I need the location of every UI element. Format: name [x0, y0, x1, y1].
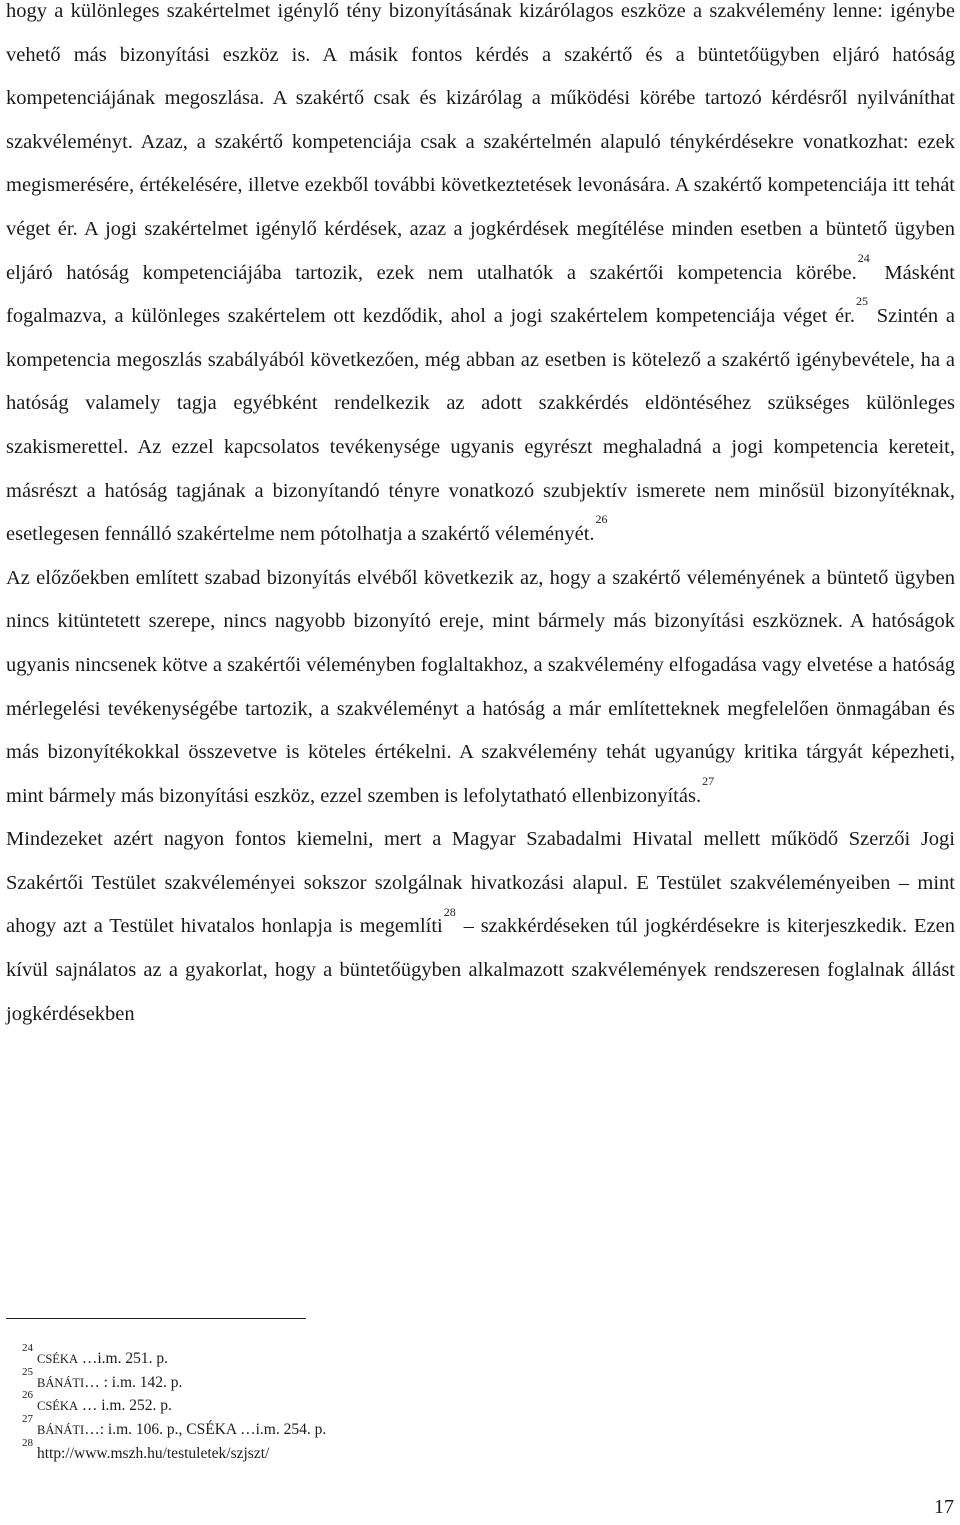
footnote-reference: 27: [702, 773, 715, 788]
body-text: [6, 0, 955, 1036]
paragraph-text: Mindezeket azért nagyon fontos kiemelni, mert a Magyar Szabadalmi Hivatal mellett működő Szerzői Jogi Szakértői Testület szakvéleményei sokszor szolgálnak hivatkozási alapul. E Testület szakvéleményeiben – mint ahogy azt a Testület hivatalos honlapja is megemlíti: [6, 828, 955, 938]
paragraph-text: – szakkérdéseken túl jogkérdésekre is kiterjeszkedik. Ezen kívül sajnálatos az a gyakorlat, hogy a büntetőügyben alkalmazott szakvélemények rendszeresen foglalnak állást jogkérdésekben: [6, 915, 955, 1025]
footnote-item: [22, 1365, 922, 1393]
footnote-reference: 25: [855, 294, 868, 309]
footnote-reference: 28: [443, 904, 456, 919]
footnote-text: …i.m. 251. p.: [77, 1350, 168, 1368]
paragraph-text: Az előzőekben említett szabad bizonyítás elvéből következik az, hogy a szakértő véleményének a büntető ügyben nincs kitüntetett szerepe, nincs nagyobb bizonyító ereje, mint bármely más bizonyítási eszköznek. A hatóságok ugyanis nincsenek kötve a szakértői véleményben foglaltakhoz, a szakvélemény elfogadása vagy elvetése a hatóság mérlegelési tevékenységébe tartozik, a szakvéleményt a hatóság a már említetteknek megfelelően önmagában és más bizonyítékokkal összevetve is köteles értékelni. A szakvélemény tehát ugyanúgy kritika tárgyát képezheti, mint bármely más bizonyítási eszköz, ezzel szemben is lefolytatható ellenbizonyítás.: [6, 566, 955, 807]
footnote-reference: 26: [595, 512, 608, 527]
paragraph-text: hogy a különleges szakértelmet igénylő tény bizonyításának kizárólagos eszköze a szakvélemény lenne: igénybe vehető más bizonyítási eszköz is. A másik fontos kérdés a szakértő és a büntetőügyben eljáró hatóság kompetenciájának megoszlása. A szakértő csak és kizárólag a működési körébe tartozó kérdésről nyilváníthat szakvéleményt. Azaz, a szakértő kompetenciája csak a szakértelmén alapuló ténykérdésekre vonatkozhat: ezek megismerésére, értékelésére, illetve ezekből további következtetések levonására. A szakértő kompetenciája itt tehát véget ér. A jogi szakértelmet igénylő kérdések, azaz a jogkérdések megítélése minden esetben a büntető ügyben eljáró hatóság kompetenciájába tartozik, ezek nem utalhatók a szakértői kompetencia körébe.: [6, 0, 955, 284]
footnote-number: 26: [22, 1389, 33, 1402]
footnote-item: [22, 1436, 922, 1464]
footnote-author: BÁNÁTI: [37, 1423, 85, 1438]
footnote-number: 28: [22, 1436, 33, 1449]
footnote-divider: [6, 1318, 306, 1319]
footnote-reference: 24: [857, 250, 870, 265]
footnote-number: 27: [22, 1412, 33, 1425]
paragraph-text: Másként fogalmazva, a különleges szakértelem ott kezdődik, ahol a jogi szakértelem kompetenciája véget ér.: [6, 261, 955, 328]
footnote-author: CSÉKA: [37, 1352, 78, 1367]
footnote-item: [22, 1389, 922, 1416]
paragraph-text: Szintén a kompetencia megoszlás szabályából következően, még abban az esetben is kötelező a szakértő igénybevétele, ha a hatóság valamely tagja egyébként rendelkezik az adott szakkérdés eldöntéséhez szükséges különleges szakismerettel. Az ezzel kapcsolatos tevékenysége ugyanis egyrészt meghaladná a jogi kompetencia kereteit, másrészt a hatóság tagjának a bizonyítandó tényre vonatkozó szubjektív ismerete nem minősül bizonyítéknak, esetlegesen fennálló szakértelme nem pótolhatja a szakértő véleményét.: [6, 305, 955, 546]
footnote-text: …: i.m. 106. p., CSÉKA …i.m. 254. p.: [84, 1421, 327, 1439]
footnote-number: 25: [22, 1365, 33, 1378]
footnote-author: CSÉKA: [37, 1399, 78, 1414]
footnote-number: 24: [22, 1342, 33, 1354]
footnote-item: [22, 1342, 922, 1369]
footnotes: [22, 1342, 922, 1463]
footnote-text[interactable]: http://www.mszh.hu/testuletek/szjszt/: [37, 1444, 270, 1462]
paragraph: [6, 0, 955, 557]
page-number: 17: [934, 1496, 954, 1518]
paragraph: [6, 557, 955, 819]
paragraph: [6, 818, 955, 1036]
footnote-author: BÁNÁTI: [37, 1375, 85, 1390]
footnote-item: [22, 1412, 922, 1440]
footnote-text: … i.m. 252. p.: [77, 1397, 172, 1415]
footnote-text: … : i.m. 142. p.: [84, 1373, 183, 1391]
